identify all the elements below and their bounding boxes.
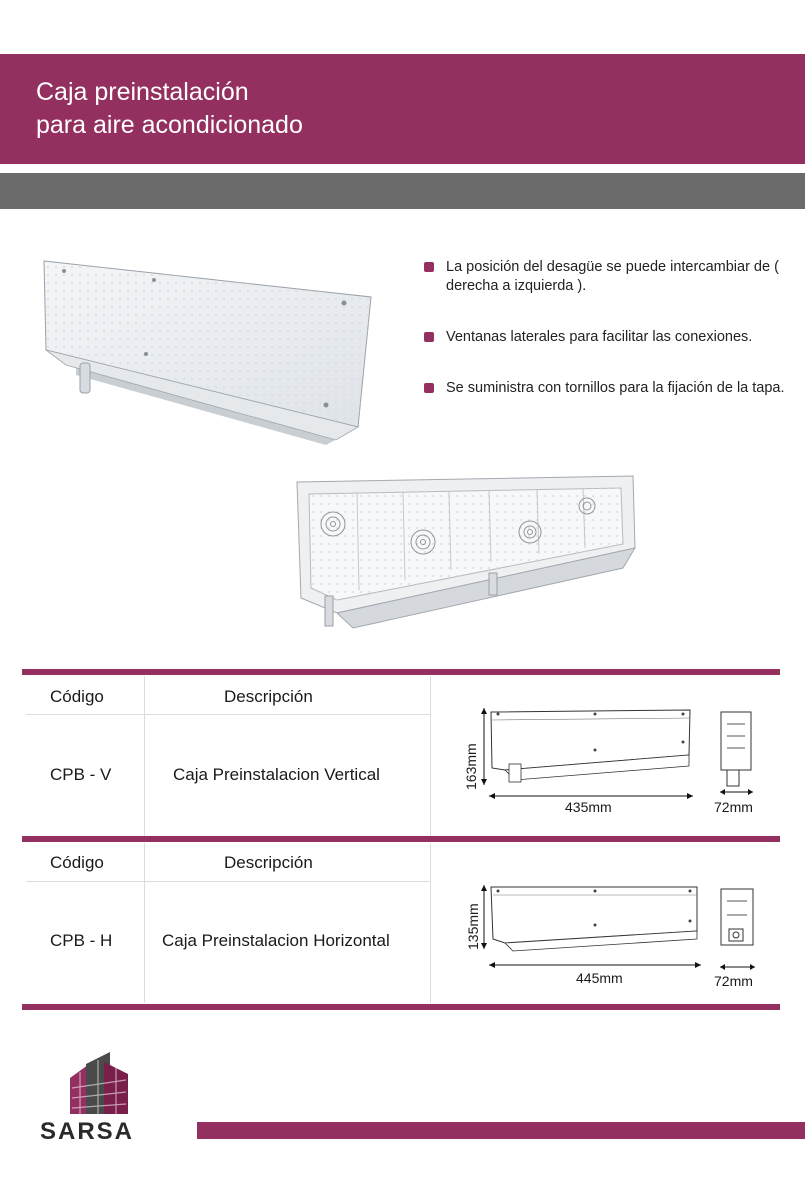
product-description: Caja Preinstalacion Vertical	[173, 765, 380, 784]
page-title	[36, 76, 303, 142]
bullet-icon	[424, 332, 434, 342]
footer-bar	[197, 1122, 805, 1139]
brand-logo-icon	[66, 1052, 132, 1119]
product-photo-closed	[36, 255, 386, 450]
title-line-2: para aire acondicionado	[36, 111, 303, 139]
depth-dimension: 72mm	[714, 973, 753, 989]
product-photo-open	[293, 468, 645, 633]
table-divider	[430, 843, 431, 1003]
bullet-icon	[424, 383, 434, 393]
height-dimension: 135mm	[465, 903, 481, 950]
product-code: CPB - V	[50, 765, 112, 784]
product-description: Caja Preinstalacion Horizontal	[162, 931, 390, 950]
description-header: Descripción	[224, 853, 313, 872]
depth-dimension: 72mm	[714, 799, 753, 815]
gray-band	[0, 173, 805, 209]
table-top-rule	[22, 669, 780, 675]
table-middle-rule	[22, 836, 780, 842]
brand-name: SARSA	[40, 1118, 135, 1145]
product-code: CPB - H	[50, 931, 113, 950]
dimension-drawing-vertical	[465, 700, 775, 815]
height-dimension: 163mm	[463, 743, 479, 790]
feature-item: Se suministra con tornillos para la fijación de la tapa.	[424, 379, 794, 398]
table-divider	[430, 676, 431, 836]
title-line-1: Caja preinstalación	[36, 78, 249, 106]
table-divider	[144, 676, 145, 836]
feature-item: La posición del desagüe se puede intercambiar de ( derecha a izquierda ).	[424, 258, 794, 296]
table-bottom-rule	[22, 1004, 780, 1010]
table-header-rule	[26, 881, 430, 882]
description-header: Descripción	[224, 687, 313, 706]
code-header: Código	[50, 687, 104, 706]
code-header: Código	[50, 853, 104, 872]
dimension-drawing-horizontal	[465, 877, 775, 982]
table-divider	[144, 843, 145, 1003]
bullet-icon	[424, 262, 434, 272]
table-header-rule	[26, 714, 430, 715]
width-dimension: 445mm	[576, 970, 623, 986]
width-dimension: 435mm	[565, 799, 612, 815]
feature-item: Ventanas laterales para facilitar las conexiones.	[424, 328, 794, 347]
feature-list	[424, 258, 794, 430]
